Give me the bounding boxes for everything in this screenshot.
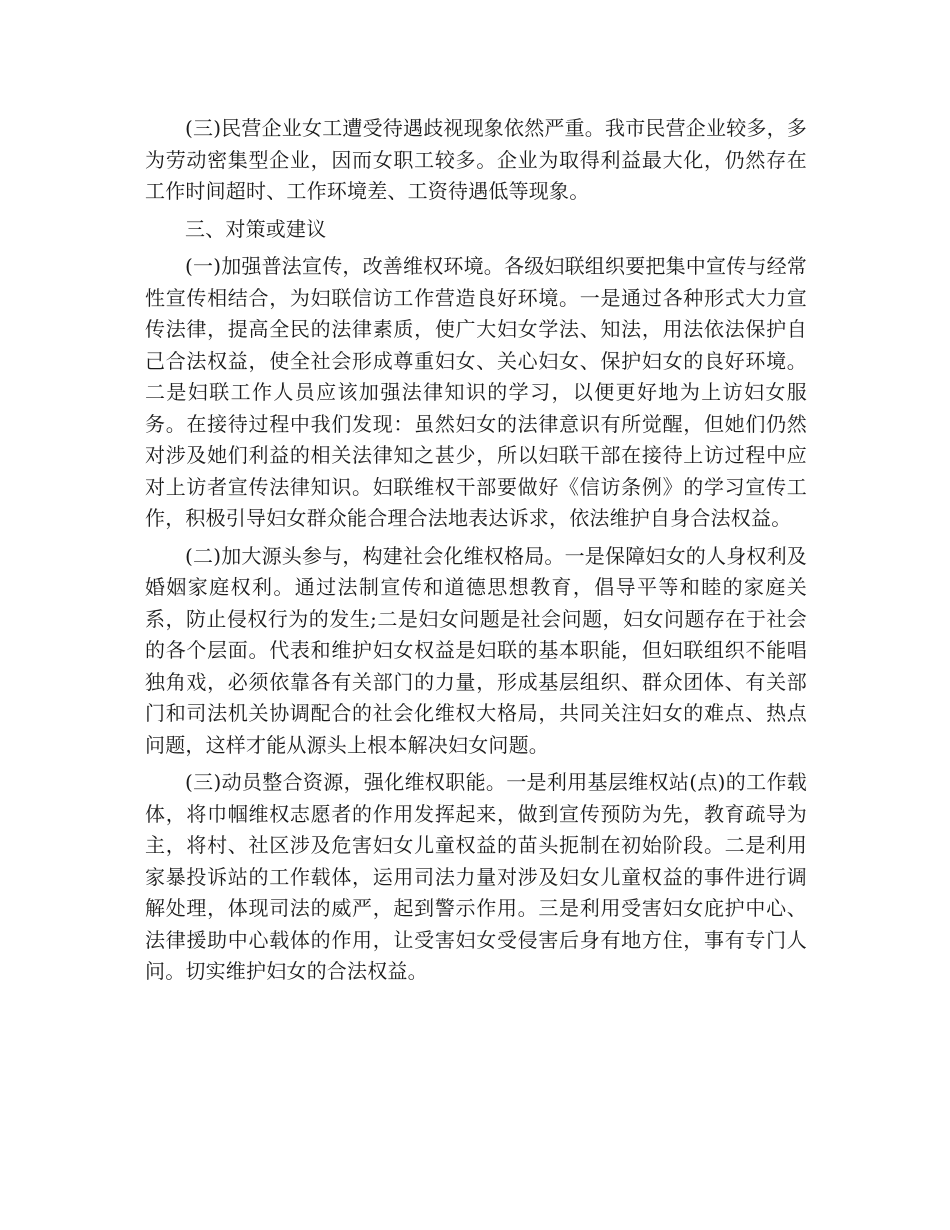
document-page — [145, 113, 807, 994]
paragraph-source-participation: (二)加大源头参与，构建社会化维权格局。一是保障妇女的人身权利及婚姻家庭权利。通过法制宣传和道德思想教育，倡导平等和睦的家庭关系，防止侵权行为的发生;二是妇女问题是社会问题，妇女问题存在于社会的各个层面。代表和维护妇女权益是妇联的基本职能，但妇联组织不能唱独角戏，必须依靠各有关部门的力量，形成基层组织、群众团体、有关部门和司法机关协调配合的社会化维权大格局，共同关注妇女的难点、热点问题，这样才能从源头上根本解决妇女问题。 — [145, 543, 808, 757]
paragraph-legal-publicity: (一)加强普法宣传，改善维权环境。各级妇联组织要把集中宣传与经常性宣传相结合，为妇联信访工作营造良好环境。一是通过各种形式大力宣传法律，提高全民的法律素质，使广大妇女学法、知法，用法依法保护自己合法权益，使全社会形成尊重妇女、关心妇女、保护妇女的良好环境。二是妇联工作人员应该加强法律知识的学习，以便更好地为上访妇女服务。在接待过程中我们发现：虽然妇女的法律意识有所觉醒，但她们仍然对涉及她们利益的相关法律知之甚少，所以妇联干部在接待上访过程中应对上访者宣传法律知识。妇联维权干部要做好《信访条例》的学习宣传工作，积极引导妇女群众能合理合法地表达诉求，依法维护自身合法权益。 — [145, 254, 808, 530]
section-heading-countermeasures: 三、对策或建议 — [185, 216, 327, 241]
paragraph-resource-integration: (三)动员整合资源，强化维权职能。一是利用基层维权站(点)的工作载体，将巾帼维权志愿者的作用发挥起来，做到宣传预防为先，教育疏导为主，将村、社区涉及危害妇女儿童权益的苗头扼制在初始阶段。二是利用家暴投诉站的工作载体，运用司法力量对涉及妇女儿童权益的事件进行调解处理，体现司法的威严，起到警示作用。三是利用受害妇女庇护中心、法律援助中心载体的作用，让受害妇女受侵害后身有地方住，事有专门人问。切实维护妇女的合法权益。 — [145, 770, 807, 983]
paragraph-female-workers-discrimination: (三)民营企业女工遭受待遇歧视现象依然严重。我市民营企业较多，多为劳动密集型企业，因而女职工较多。企业为取得利益最大化，仍然存在工作时间超时、工作环境差、工资待遇低等现象。 — [145, 116, 808, 203]
